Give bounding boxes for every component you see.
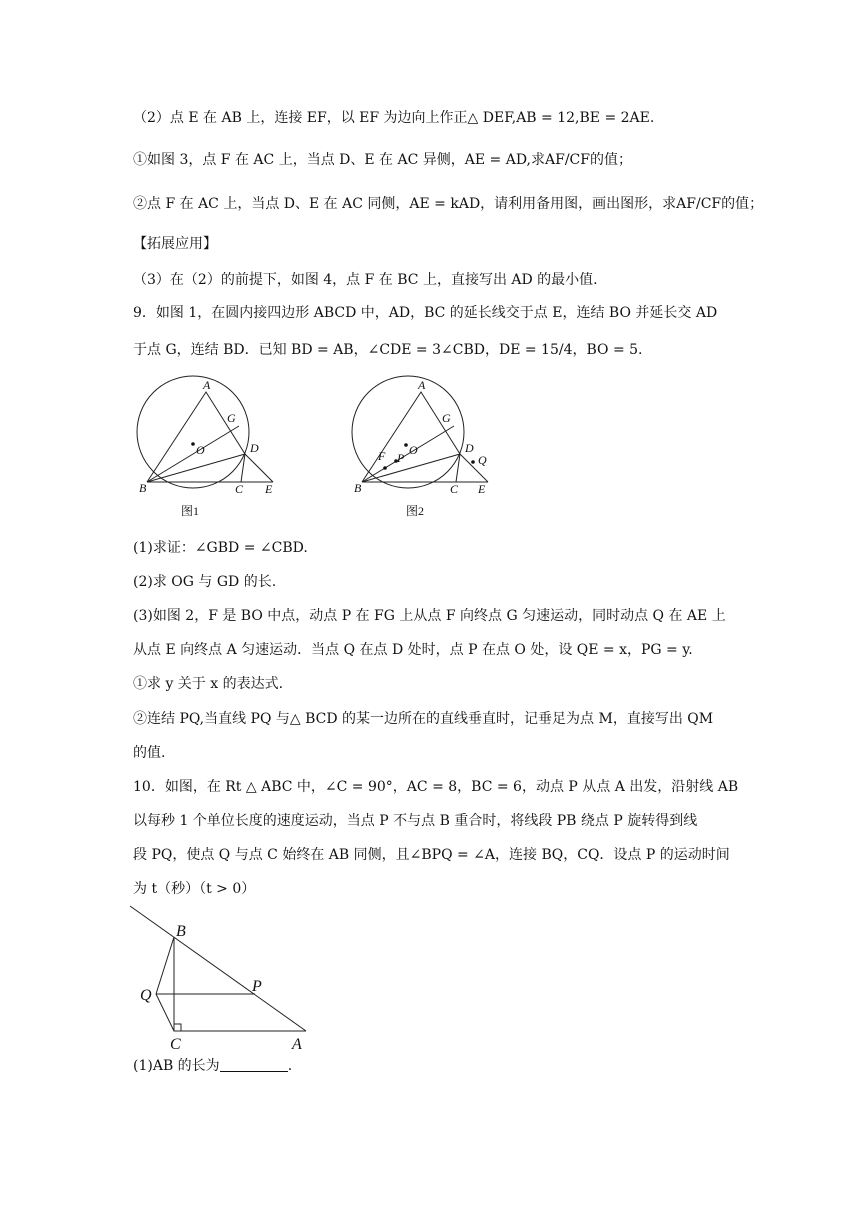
- fig3-label-q: Q: [140, 987, 152, 1004]
- q9-part3-line1: (3)如图 2，F 是 BO 中点，动点 P 在 FG 上从点 F 向终点 G 匀速运动，同时动点 Q 在 AE 上: [133, 608, 726, 624]
- q9-part3-sub1: ①求 y 关于 x 的表达式.: [133, 676, 284, 692]
- q9-part3-sub2: ②连结 PQ,当直线 PQ 与△ BCD 的某一边所在的直线垂直时，记垂足为点 M，直接写出 QM: [133, 711, 714, 727]
- q9-part1: (1)求证：∠GBD = ∠CBD.: [133, 540, 308, 556]
- q8-part2-sub1: ①如图 3，点 F 在 AC 上，当点 D、E 在 AC 异侧，AE = AD,求AF/CF的值；: [133, 152, 632, 168]
- q10-stem-line1: 10．如图，在 Rt △ ABC 中，∠C = 90°，AC = 8，BC = 6，动点 P 从点 A 出发，沿射线 AB: [133, 779, 739, 795]
- q8-part3: （3）在（2）的前提下，如图 4，点 F 在 BC 上，直接写出 AD 的最小值.: [133, 272, 598, 288]
- q10-part1-end: .: [287, 1058, 293, 1074]
- fig3-label-b: B: [176, 923, 186, 940]
- fig2-label-q: Q: [478, 453, 487, 467]
- q10-stem-line4: 为 t（秒）（t > 0）: [133, 881, 256, 897]
- q10-stem-line3: 段 PQ，使点 Q 与点 C 始终在 AB 同侧，且∠BPQ = ∠A，连接 BQ，CQ．设点 P 的运动时间: [133, 847, 730, 863]
- fig1-caption: 图1: [181, 504, 200, 518]
- fig3-label-a: A: [292, 1036, 302, 1053]
- q8-part2-sub2: ②点 F 在 AC 上，当点 D、E 在 AC 同侧，AE = kAD，请利用备用图，画出图形，求AF/CF的值；: [133, 196, 764, 212]
- fig1-label-d: D: [250, 441, 259, 455]
- fig2-label-c: C: [450, 482, 459, 496]
- q9-stem-line1: 9．如图 1，在圆内接四边形 ABCD 中，AD，BC 的延长线交于点 E，连结 BO 并延长交 AD: [133, 305, 718, 321]
- fig2-caption: 图2: [406, 504, 425, 518]
- fig1-label-e: E: [265, 482, 273, 496]
- fig3-label-p: P: [252, 978, 262, 995]
- fig1-label-c: C: [235, 482, 244, 496]
- q9-part3-sub2-cont: 的值.: [133, 745, 166, 761]
- fig1-label-o: O: [196, 443, 205, 457]
- fig3-label-c: C: [170, 1036, 181, 1053]
- fig2-label-a: A: [418, 378, 426, 392]
- q10-part1: [133, 1056, 733, 1076]
- fig2-label-b: B: [354, 481, 362, 495]
- answer-blank: [220, 1057, 288, 1072]
- fig2-label-f: F: [378, 449, 386, 463]
- fig1-label-g: G: [227, 411, 236, 425]
- figure-2: [348, 372, 508, 522]
- figure-3: [126, 902, 316, 1054]
- fig2-label-e: E: [478, 482, 486, 496]
- section-heading-extension: 【拓展应用】: [133, 236, 217, 252]
- figure-1: [133, 372, 293, 522]
- q8-part2-line: （2）点 E 在 AB 上，连接 EF，以 EF 为边向上作正△ DEF,AB = 12,BE = 2AE.: [133, 110, 655, 126]
- q10-stem-line2: 以每秒 1 个单位长度的速度运动，当点 P 不与点 B 重合时，将线段 PB 绕点 P 旋转得到线: [133, 813, 698, 829]
- fig2-label-o: O: [409, 443, 418, 457]
- q10-part1-text: (1)AB 的长为: [133, 1058, 220, 1074]
- fig2-label-p: P: [397, 451, 405, 465]
- fig2-label-g: G: [442, 411, 451, 425]
- q9-part2: (2)求 OG 与 GD 的长.: [133, 574, 277, 590]
- fig1-label-b: B: [139, 481, 147, 495]
- fig2-label-d: D: [465, 441, 474, 455]
- q9-part3-line2: 从点 E 向终点 A 匀速运动．当点 Q 在点 D 处时，点 P 在点 O 处，设 QE = x，PG = y.: [133, 642, 693, 658]
- q9-stem-line2: 于点 G，连结 BD．已知 BD = AB，∠CDE = 3∠CBD，DE = 15/4，BO = 5.: [133, 342, 643, 358]
- fig1-label-a: A: [203, 378, 211, 392]
